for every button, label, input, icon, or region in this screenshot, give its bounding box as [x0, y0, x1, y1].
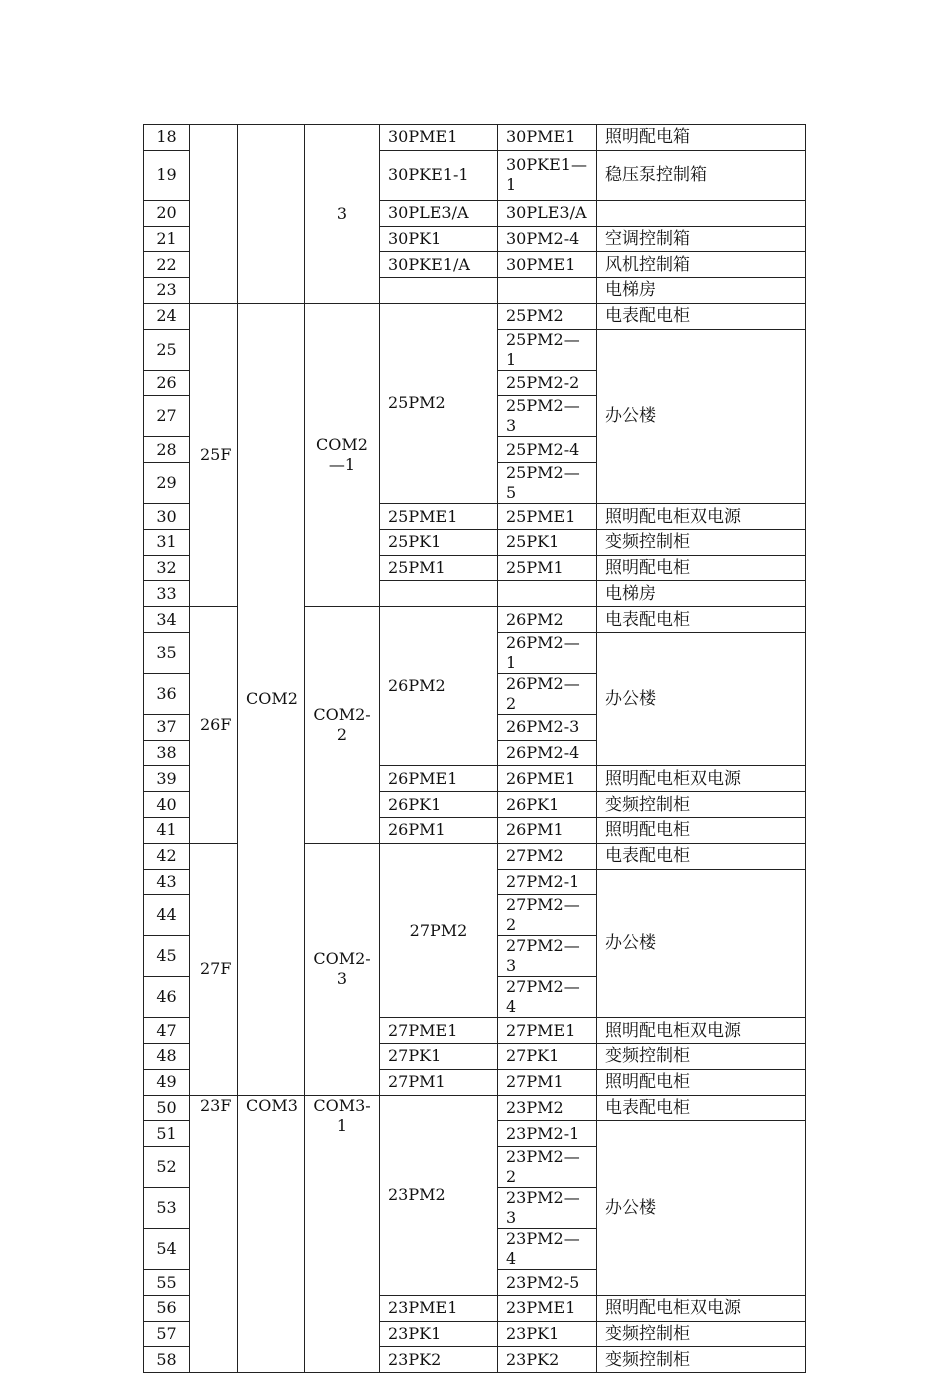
loop-cell: 26PK1 [498, 792, 597, 818]
loop-cell: 25PM1 [498, 555, 597, 581]
cabinet-cell: 30PKE1/A [380, 252, 498, 278]
com-cell: COM2 [238, 303, 305, 1095]
table-row [144, 1095, 806, 1121]
row-number: 58 [144, 1347, 190, 1373]
description-cell: 照明配电箱 [597, 125, 806, 151]
sub-com-cell: 3 [305, 125, 380, 304]
cabinet-cell: 27PK1 [380, 1044, 498, 1070]
row-number: 28 [144, 437, 190, 463]
loop-cell: 26PM2—1 [498, 632, 597, 673]
cabinet-cell: 27PME1 [380, 1018, 498, 1044]
row-number: 27 [144, 396, 190, 437]
loop-cell: 27PM2—4 [498, 977, 597, 1018]
cabinet-cell: 26PME1 [380, 766, 498, 792]
row-number: 56 [144, 1295, 190, 1321]
loop-cell: 23PM2—2 [498, 1147, 597, 1188]
row-number: 19 [144, 150, 190, 200]
description-cell: 电表配电柜 [597, 303, 806, 329]
loop-cell: 27PM2-1 [498, 869, 597, 895]
row-number: 40 [144, 792, 190, 818]
row-number: 36 [144, 673, 190, 714]
row-number: 35 [144, 632, 190, 673]
row-number: 57 [144, 1321, 190, 1347]
description-cell: 照明配电柜双电源 [597, 766, 806, 792]
row-number: 20 [144, 200, 190, 226]
floor-cell: 23F [190, 1095, 238, 1373]
description-cell: 照明配电柜双电源 [597, 504, 806, 530]
row-number: 53 [144, 1188, 190, 1229]
description-cell: 办公楼 [597, 632, 806, 766]
cabinet-cell: 23PK2 [380, 1347, 498, 1373]
description-cell: 电表配电柜 [597, 607, 806, 633]
floor-cell [190, 125, 238, 304]
row-number: 26 [144, 370, 190, 396]
loop-cell: 25PM2-2 [498, 370, 597, 396]
row-number: 52 [144, 1147, 190, 1188]
description-cell: 变频控制柜 [597, 1347, 806, 1373]
loop-cell: 26PM2-3 [498, 714, 597, 740]
loop-cell: 25PM2—3 [498, 396, 597, 437]
row-number: 49 [144, 1069, 190, 1095]
loop-cell: 25PM2—1 [498, 329, 597, 370]
description-cell: 办公楼 [597, 329, 806, 504]
loop-cell: 27PM1 [498, 1069, 597, 1095]
description-cell: 照明配电柜双电源 [597, 1018, 806, 1044]
description-cell: 变频控制柜 [597, 1321, 806, 1347]
row-number: 54 [144, 1229, 190, 1270]
cabinet-cell: 27PM1 [380, 1069, 498, 1095]
cabinet-cell [380, 278, 498, 304]
description-cell: 照明配电柜双电源 [597, 1295, 806, 1321]
cabinet-cell: 26PM1 [380, 818, 498, 844]
table-row [144, 303, 806, 329]
cabinet-cell: 23PM2 [380, 1095, 498, 1295]
table-row [144, 125, 806, 151]
loop-cell: 23PME1 [498, 1295, 597, 1321]
floor-cell: 26F [190, 607, 238, 844]
row-number: 51 [144, 1121, 190, 1147]
loop-cell: 27PM2 [498, 843, 597, 869]
description-cell: 电梯房 [597, 278, 806, 304]
loop-cell: 25PM2—5 [498, 463, 597, 504]
row-number: 37 [144, 714, 190, 740]
cabinet-cell: 26PM2 [380, 607, 498, 766]
loop-cell: 25PK1 [498, 529, 597, 555]
row-number: 25 [144, 329, 190, 370]
sub-com-cell: COM2-3 [305, 843, 380, 1095]
cabinet-cell [380, 581, 498, 607]
row-number: 24 [144, 303, 190, 329]
description-cell: 电表配电柜 [597, 1095, 806, 1121]
loop-cell: 23PM2—4 [498, 1229, 597, 1270]
loop-cell: 25PM2-4 [498, 437, 597, 463]
loop-cell [498, 278, 597, 304]
row-number: 47 [144, 1018, 190, 1044]
floor-cell: 25F [190, 303, 238, 606]
loop-cell: 30PM2-4 [498, 226, 597, 252]
description-cell [597, 200, 806, 226]
loop-cell: 23PM2 [498, 1095, 597, 1121]
description-cell: 电表配电柜 [597, 843, 806, 869]
description-cell: 空调控制箱 [597, 226, 806, 252]
loop-cell: 25PM2 [498, 303, 597, 329]
cabinet-cell: 27PM2 [380, 843, 498, 1018]
row-number: 23 [144, 278, 190, 304]
row-number: 41 [144, 818, 190, 844]
loop-cell: 27PK1 [498, 1044, 597, 1070]
row-number: 18 [144, 125, 190, 151]
row-number: 33 [144, 581, 190, 607]
cabinet-cell: 23PME1 [380, 1295, 498, 1321]
document-table [143, 124, 806, 1373]
loop-cell: 27PME1 [498, 1018, 597, 1044]
com-cell [238, 125, 305, 304]
loop-cell: 30PME1 [498, 125, 597, 151]
cabinet-cell: 30PK1 [380, 226, 498, 252]
loop-cell: 26PM2-4 [498, 740, 597, 766]
description-cell: 变频控制柜 [597, 1044, 806, 1070]
row-number: 38 [144, 740, 190, 766]
loop-cell: 26PM1 [498, 818, 597, 844]
loop-cell: 23PK1 [498, 1321, 597, 1347]
loop-cell: 23PM2-5 [498, 1270, 597, 1296]
description-cell: 风机控制箱 [597, 252, 806, 278]
loop-cell: 26PM2—2 [498, 673, 597, 714]
row-number: 55 [144, 1270, 190, 1296]
com-cell: COM3 [238, 1095, 305, 1373]
cabinet-cell: 25PK1 [380, 529, 498, 555]
row-number: 50 [144, 1095, 190, 1121]
cabinet-cell: 30PLE3/A [380, 200, 498, 226]
loop-cell: 30PKE1—1 [498, 150, 597, 200]
cabinet-cell: 25PM2 [380, 303, 498, 503]
loop-cell: 26PME1 [498, 766, 597, 792]
row-number: 30 [144, 504, 190, 530]
row-number: 43 [144, 869, 190, 895]
sub-com-cell: COM3-1 [305, 1095, 380, 1373]
row-number: 44 [144, 895, 190, 936]
cabinet-cell: 25PM1 [380, 555, 498, 581]
row-number: 34 [144, 607, 190, 633]
description-cell: 稳压泵控制箱 [597, 150, 806, 200]
description-cell: 办公楼 [597, 869, 806, 1018]
row-number: 46 [144, 977, 190, 1018]
row-number: 29 [144, 463, 190, 504]
cabinet-cell: 25PME1 [380, 504, 498, 530]
loop-cell: 23PM2—3 [498, 1188, 597, 1229]
row-number: 42 [144, 843, 190, 869]
sub-com-cell: COM2—1 [305, 303, 380, 606]
loop-cell: 26PM2 [498, 607, 597, 633]
description-cell: 办公楼 [597, 1121, 806, 1296]
loop-cell [498, 581, 597, 607]
description-cell: 电梯房 [597, 581, 806, 607]
cabinet-cell: 30PME1 [380, 125, 498, 151]
row-number: 45 [144, 936, 190, 977]
row-number: 39 [144, 766, 190, 792]
description-cell: 照明配电柜 [597, 818, 806, 844]
loop-cell: 23PM2-1 [498, 1121, 597, 1147]
cabinet-cell: 26PK1 [380, 792, 498, 818]
description-cell: 照明配电柜 [597, 1069, 806, 1095]
description-cell: 照明配电柜 [597, 555, 806, 581]
row-number: 48 [144, 1044, 190, 1070]
loop-cell: 27PM2—2 [498, 895, 597, 936]
row-number: 32 [144, 555, 190, 581]
floor-cell: 27F [190, 843, 238, 1095]
loop-cell: 27PM2—3 [498, 936, 597, 977]
loop-cell: 23PK2 [498, 1347, 597, 1373]
description-cell: 变频控制柜 [597, 792, 806, 818]
row-number: 31 [144, 529, 190, 555]
sub-com-cell: COM2-2 [305, 607, 380, 844]
cabinet-cell: 30PKE1-1 [380, 150, 498, 200]
loop-cell: 30PLE3/A [498, 200, 597, 226]
cabinet-cell: 23PK1 [380, 1321, 498, 1347]
loop-cell: 30PME1 [498, 252, 597, 278]
description-cell: 变频控制柜 [597, 529, 806, 555]
row-number: 22 [144, 252, 190, 278]
row-number: 21 [144, 226, 190, 252]
loop-cell: 25PME1 [498, 504, 597, 530]
